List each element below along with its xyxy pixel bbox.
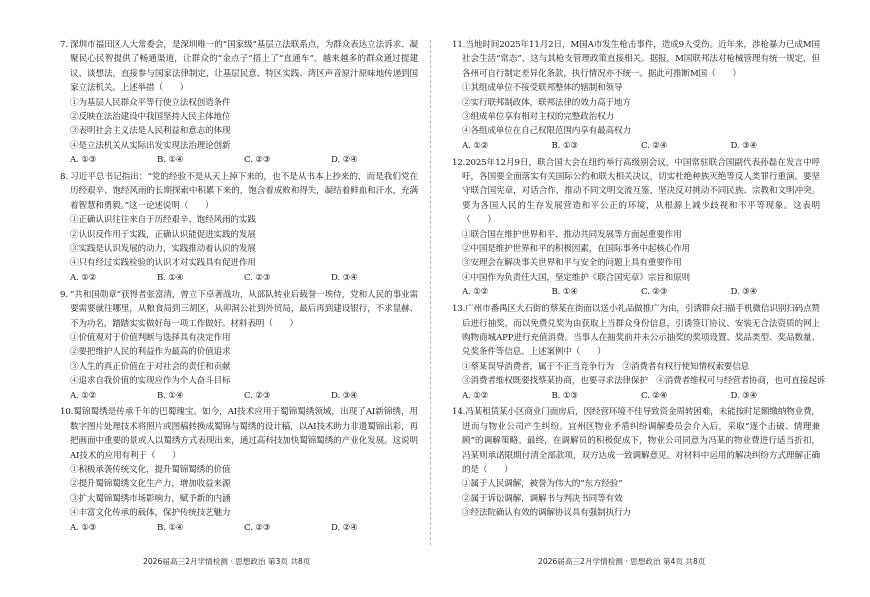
answer-choice[interactable]: B. ①④	[551, 287, 578, 298]
question-number: 12.	[452, 157, 466, 168]
statement-item: ①联合国在维护世界和平、推动共同发展等方面起重要作用	[462, 229, 682, 240]
statement-item: ③表明社会主义法是人民利益和意志的体现	[70, 126, 231, 137]
statement-item: ①正确认识往往来自于历经艰辛、饱经风雨的实践	[70, 215, 256, 226]
question-number: 13.	[452, 304, 466, 315]
question-text: 冯某租赁某小区商业门面房后，因经营环境不佳导致资金周转困难，未能按时足额缴纳物业费，进而与物业公司产生纠纷。宜州区物业矛盾纠纷调解委员会介入后，采取“逐个击破、情理兼顾”的调解策略。最终，在调解员的积极促成下，物业公司同意为冯某的物业费进行适当折扣，冯某则承诺限期付清全部款项，双方达成一致调解意见。对材料中运用的解决纠纷方式理解正确的是（ ）	[462, 407, 820, 475]
answer-choice[interactable]: A. ①②	[462, 287, 489, 298]
answer-choices	[452, 389, 820, 403]
question-block	[60, 38, 418, 168]
answer-choice[interactable]: D. ②④	[331, 522, 358, 533]
answer-choice[interactable]: B. ①④	[157, 155, 184, 166]
statement-item: ③安理会在解决事关世界和平与安全的问题上具有重要作用	[462, 258, 682, 269]
question-text: 习近平总书记指出：“党的经验不是从天上掉下来的，也不是从书本上抄来的，而是我们党在历经艰辛、饱经风雨的长期探索中积累下来的，饱含着成败和得失，凝结着鲜血和汗水，充满着智慧和勇毅。”这一论述说明（ ）	[70, 172, 418, 211]
answer-choice[interactable]: B. ①④	[157, 522, 184, 533]
question-block	[452, 38, 820, 153]
left-column	[60, 38, 418, 537]
question-number: 7.	[60, 40, 68, 50]
answer-choice[interactable]: C. ②④	[641, 140, 668, 151]
question-stem	[452, 405, 820, 477]
statement-item: ②认识反作用于实践，正确认识能促进实践的发展	[70, 229, 256, 240]
question-stem	[60, 38, 418, 96]
answer-choice[interactable]: A. ①②	[462, 390, 489, 401]
answer-choice[interactable]: D. ③④	[331, 390, 358, 401]
question-stem	[452, 156, 820, 228]
answer-choices	[452, 285, 820, 299]
answer-choices	[60, 389, 418, 403]
question-stem	[60, 170, 418, 213]
question-block	[60, 288, 418, 403]
answer-choice[interactable]: D. ②④	[331, 155, 358, 166]
question-stem	[452, 38, 820, 81]
statement-item: ①其组成单位不接受联邦整体的辖制和领导	[462, 83, 623, 94]
answer-choices	[60, 271, 418, 285]
question-stem	[60, 288, 418, 331]
answer-choice[interactable]: B. ①④	[157, 272, 184, 283]
statement-item: ③扩大蜀锦蜀绣市场影响力，赋予新的内涵	[70, 493, 231, 504]
statement-item: ④追求自我价值的实现应作为个人奋斗目标	[70, 376, 231, 387]
footer-left: 2026届高三2月学情检测 · 思想政治 第3页 共8页	[143, 557, 311, 566]
statement-item: ③实践是认识发展的动力，实践推动着认识的发展	[70, 244, 256, 255]
answer-choice[interactable]: D. ③④	[730, 287, 758, 298]
question-stem	[452, 302, 820, 360]
statement-item: ④是立法机关从实际出发实现法治理论创新	[70, 140, 231, 151]
column-divider	[430, 40, 431, 545]
answer-choice[interactable]: C. ②③	[641, 287, 668, 298]
answer-choice[interactable]: A. ①②	[462, 140, 489, 151]
answer-choice[interactable]: A. ①③	[70, 522, 97, 533]
statement-item: ①属于人民调解，被誉为伟大的“东方经验”	[462, 479, 623, 490]
question-stem	[60, 405, 418, 463]
answer-choice[interactable]: C. ②③	[244, 155, 271, 166]
answer-choices	[60, 521, 418, 535]
answer-choice[interactable]: B. ①③	[551, 140, 578, 151]
statement-item: ②要把维护人民的利益作为最高的价值追求	[70, 347, 231, 358]
statement-item: ②属于诉讼调解，调解书与判决书同等有效	[462, 493, 623, 504]
answer-choice[interactable]: C. ②③	[244, 272, 271, 283]
answer-choice[interactable]: A. ①③	[70, 155, 97, 166]
question-block	[60, 405, 418, 535]
statement-item: ③人生的真正价值在于对社会的责任和贡献	[70, 361, 231, 372]
answer-choice[interactable]: D. ③④	[730, 140, 758, 151]
right-column	[452, 38, 826, 523]
question-text: 广州市番禺区大石街的蔡某在街面以送小礼品做推广为由，引诱群众扫描手机微信识别扫码点赞后进行抽奖，而以免费兑奖为由获取上当群众身份信息，引诱签订协议、安装无合法资质的网上购物商城APP进行充值消费。当事人在抽奖前并未公示抽奖的奖项设置、奖品类型、奖品数量、兑奖条件等信息。上述案例中（ ）	[462, 304, 820, 358]
answer-choice[interactable]: B. ①④	[157, 390, 184, 401]
answer-choice[interactable]: C. ②④	[641, 390, 668, 401]
question-block	[452, 405, 820, 520]
statement-item: ④只有经过实践检验的认识才对实践具有促进作用	[70, 258, 256, 269]
question-block	[452, 156, 820, 300]
answer-choices	[60, 153, 418, 167]
statement-item: ②实行联邦制政体，联邦法律的效力高于地方	[462, 97, 631, 108]
statement-item: ④各组成单位在自己权限范围内享有最高权力	[462, 126, 631, 137]
answer-choice[interactable]: A. ①②	[70, 390, 97, 401]
question-text: 2025年12月9日，联合国大会在纽约举行高级别会议，中国常驻联合国副代表孙磊在发言中呼吁，各国要全面落实有关国际公约和联大相关决议，切实杜绝种族灭绝等反人类罪行重演。要坚守联合国宪章，对话合作，推动不同文明交流互鉴，坚决反对挑动不同民族、宗教和文明冲突。要为各国人民的生存发展营造和平公正的环境，从根源上减少歧视和不平等现象。这表明（ ）	[462, 157, 820, 226]
answer-choice[interactable]: C. ②③	[244, 390, 271, 401]
statement-item: ①为基层人民群众平等行使立法权创造条件	[70, 97, 231, 108]
statement-item: ①价值观对于价值判断与选择具有决定作用	[70, 332, 231, 343]
statement-item: ②中国是维护世界和平的积极因素，在国际事务中起核心作用	[462, 244, 690, 255]
question-number: 9.	[60, 289, 68, 300]
statement-item: ②提升蜀锦蜀绣文化生产力，增加收益来源	[70, 479, 231, 490]
answer-choice[interactable]: C. ②③	[244, 522, 271, 533]
footer-right: 2026届高三2月学情检测 · 思想政治 第4页 共8页	[538, 557, 706, 566]
statement-item: ②反映在法治建设中我国坚持人民主体地位	[70, 112, 231, 123]
statement-item: ①积极承袭传统文化，提升蜀锦蜀绣的价值	[70, 464, 231, 475]
question-text: 蜀锦蜀绣是传承千年的巴蜀瑰宝。如今，AI技术应用于蜀锦蜀绣领域，出现了AI新锦绣，用数字图片处理技术将照片或图稿转换成蜀锦与蜀绣的设计稿，以AI技术助力非遗蜀锦出彩，再把画面中重要的景或人以蜀绣方式表现出来，通过高科技加快蜀锦蜀绣的产业化发展。这说明AI技术的应用有利于（ ）	[70, 407, 418, 461]
statement-item: ④丰富文化传承的载体，保护传统技艺魅力	[70, 508, 231, 519]
answer-choice[interactable]: D. ③④	[730, 390, 758, 401]
question-number: 11.	[452, 40, 466, 50]
answer-choice[interactable]: A. ①②	[70, 272, 97, 283]
answer-choice[interactable]: B. ①③	[551, 390, 578, 401]
statement-item: ①蔡某误导消费者，属于不正当竞争行为 ②消费者有权行使知情权索要信息	[462, 361, 750, 372]
answer-choices	[452, 139, 820, 153]
statement-item: ③组成单位享有相对主权的完整政治权力	[462, 112, 614, 123]
statement-item: ③经法院确认有效的调解协议具有强制执行力	[462, 508, 631, 519]
question-text: “共和国勋章”获得者张富清，曾立下卓著战功，从部队转业后载誉一埃侍，党和人民的事业需要需要就往哪里，从粮食局到三胡区，从卯洞公社到外贸局，最后再到建设银行，不求显赫、不为功名，踏踏实实做好每一项工作做好。材料表明（ ）	[70, 289, 418, 329]
question-block	[60, 170, 418, 285]
statement-item: ④中国作为负责任大国，坚定维护《联合国宪章》宗旨和原则	[462, 272, 690, 283]
question-number: 14.	[452, 407, 466, 418]
question-text: 当地时间2025年11月2日，M国A市发生枪击事件，造成9人受伤。近年来，涉枪暴力已成M国社会生活“常态”，这与其枪支管理政策直接相关。据报，M国联邦法对枪械管理有统一规定，但各州可自行制定差异化条款，执行情况亦不统一。据此可推断M国（ ）	[462, 40, 820, 79]
question-text: 深圳市福田区人大常委会，是深圳唯一的“国家级”基层立法联系点，为群众表达立法诉求、凝聚民心民智提供了畅通渠道，让群众的“金点子”搭上了“直通车”。越来越多的群众通过提建议、谈想法，直接参与国家法律制定，让基层民意、特区实践、湾区声音原汁原味地传递到国家立法机关。上述举措（ ）	[70, 40, 418, 94]
answer-choice[interactable]: D. ③④	[331, 272, 358, 283]
question-block	[452, 302, 826, 403]
statement-item: ③消费者维权既要找蔡某协商，也要寻求法律保护 ④消费者维权可与经营者协商，也可直接起诉	[462, 376, 826, 387]
question-number: 10.	[60, 407, 74, 418]
question-number: 8.	[60, 172, 68, 183]
